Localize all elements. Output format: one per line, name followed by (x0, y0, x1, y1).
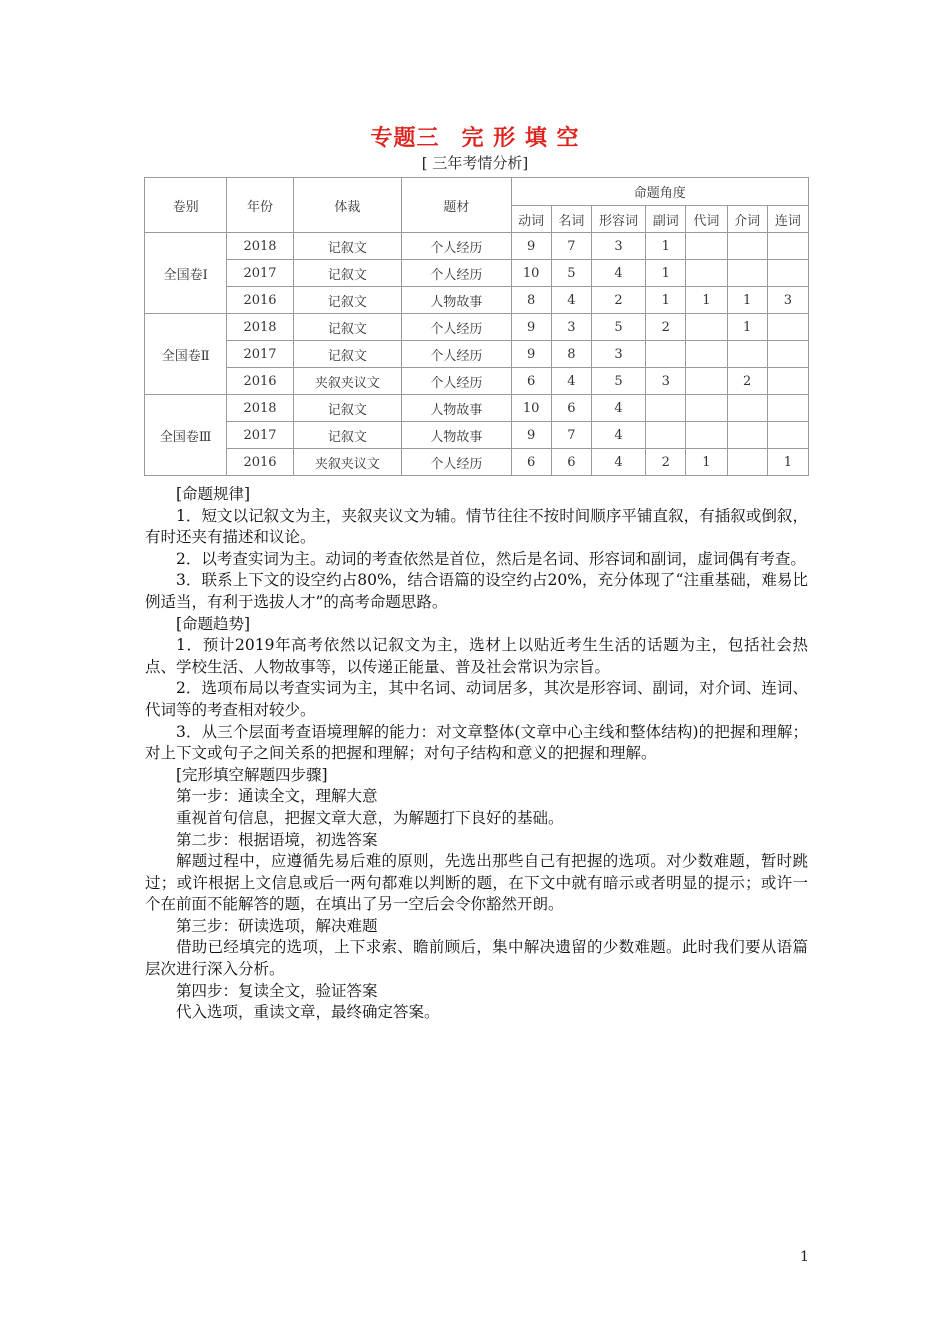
year-cell: 2017 (227, 341, 293, 368)
count-cell (727, 233, 767, 260)
header-angle-item: 代词 (686, 206, 727, 233)
paragraph: 3．联系上下文的设空约占80%，结合语篇的设空约占20%，充分体现了“注重基础，难易比例适当，有利于选拔人才”的高考命题思路。 (145, 571, 808, 611)
paragraph: 2．以考查实词为主。动词的考查依然是首位，然后是名词、形容词和副词，虚词偶有考查。 (176, 549, 806, 568)
count-cell: 2 (727, 368, 767, 395)
count-cell: 5 (591, 368, 645, 395)
genre-cell: 记叙文 (293, 233, 401, 260)
year-cell: 2018 (227, 233, 293, 260)
header-angle: 命题角度 (511, 178, 808, 206)
count-cell: 8 (551, 341, 591, 368)
count-cell: 1 (686, 449, 727, 476)
topic-cell: 个人经历 (402, 341, 511, 368)
count-cell: 10 (511, 395, 551, 422)
table-row (145, 341, 809, 368)
count-cell: 1 (646, 287, 686, 314)
paragraph: 第二步：根据语境，初选答案 (176, 830, 378, 849)
table-row (145, 449, 809, 476)
count-cell: 1 (646, 233, 686, 260)
count-cell: 10 (511, 260, 551, 287)
count-cell: 3 (591, 233, 645, 260)
count-cell: 1 (646, 260, 686, 287)
paragraph: 重视首句信息，把握文章大意，为解题打下良好的基础。 (176, 808, 564, 827)
count-cell: 6 (551, 395, 591, 422)
count-cell: 9 (511, 314, 551, 341)
count-cell (727, 260, 767, 287)
count-cell: 4 (591, 449, 645, 476)
year-cell: 2018 (227, 395, 293, 422)
paragraph: [完形填空解题四步骤] (176, 765, 328, 784)
paragraph: 第四步：复读全文，验证答案 (176, 981, 378, 1000)
group-name-cell: 全国卷Ⅲ (145, 395, 227, 476)
count-cell (767, 341, 808, 368)
count-cell (646, 422, 686, 449)
paragraph: 代入选项，重读文章，最终确定答案。 (176, 1003, 440, 1022)
count-cell: 1 (727, 314, 767, 341)
paragraph: 1．预计2019年高考依然以记叙文为主，选材上以贴近考生生活的话题为主，包括社会热点、学校生活、人物故事等，以传递正能量、普及社会常识为宗旨。 (145, 636, 808, 676)
table-row (145, 287, 809, 314)
year-cell: 2016 (227, 449, 293, 476)
count-cell: 5 (591, 314, 645, 341)
genre-cell: 记叙文 (293, 314, 401, 341)
table-row (145, 314, 809, 341)
exam-analysis-table (144, 177, 809, 476)
count-cell (727, 395, 767, 422)
table-row (145, 395, 809, 422)
table-row (145, 233, 809, 260)
header-topic: 题材 (402, 178, 511, 233)
header-angle-item: 副词 (646, 206, 686, 233)
year-cell: 2016 (227, 287, 293, 314)
count-cell: 4 (591, 422, 645, 449)
genre-cell: 记叙文 (293, 395, 401, 422)
count-cell: 6 (511, 449, 551, 476)
count-cell: 2 (646, 449, 686, 476)
year-cell: 2018 (227, 314, 293, 341)
count-cell (767, 395, 808, 422)
paragraph: 1．短文以记叙文为主，夹叙夹议文为辅。情节往往不按时间顺序平铺直叙，有插叙或倒叙，有时还夹有描述和议论。 (145, 506, 808, 547)
count-cell: 2 (591, 287, 645, 314)
topic-cell: 人物故事 (402, 422, 511, 449)
topic-cell: 人物故事 (402, 287, 511, 314)
count-cell (727, 341, 767, 368)
count-cell: 1 (686, 287, 727, 314)
group-name-cell: 全国卷Ⅰ (145, 233, 227, 314)
count-cell: 4 (551, 287, 591, 314)
year-cell: 2016 (227, 368, 293, 395)
header-juanbie: 卷别 (145, 178, 227, 233)
paragraph: 2．选项布局以考查实词为主，其中名词、动词居多，其次是形容词、副词，对介词、连词、代词等的考查相对较少。 (145, 679, 808, 719)
topic-cell: 个人经历 (402, 314, 511, 341)
count-cell: 3 (591, 341, 645, 368)
count-cell: 9 (511, 341, 551, 368)
count-cell (767, 368, 808, 395)
header-angle-item: 形容词 (591, 206, 645, 233)
count-cell (767, 314, 808, 341)
count-cell (646, 341, 686, 368)
genre-cell: 记叙文 (293, 260, 401, 287)
count-cell (686, 260, 727, 287)
genre-cell: 夹叙夹议文 (293, 449, 401, 476)
paragraph: 3．从三个层面考查语境理解的能力：对文章整体(文章中心主线和整体结构)的把握和理解；对上下文或句子之间关系的把握和理解；对句子结构和意义的把握和理解。 (145, 722, 808, 763)
count-cell: 1 (727, 287, 767, 314)
header-angle-item: 名词 (551, 206, 591, 233)
count-cell: 6 (551, 449, 591, 476)
count-cell: 7 (551, 422, 591, 449)
count-cell (686, 395, 727, 422)
group-name-cell: 全国卷Ⅱ (145, 314, 227, 395)
topic-cell: 个人经历 (402, 449, 511, 476)
paragraph: 借助已经填完的选项，上下求索、瞻前顾后，集中解决遗留的少数难题。此时我们要从语篇层次进行深入分析。 (145, 938, 808, 979)
count-cell (767, 422, 808, 449)
table-row (145, 422, 809, 449)
topic-cell: 人物故事 (402, 395, 511, 422)
paragraph: 第一步：通读全文，理解大意 (176, 787, 378, 806)
count-cell: 4 (551, 368, 591, 395)
genre-cell: 记叙文 (293, 422, 401, 449)
count-cell: 4 (591, 260, 645, 287)
paragraph: 第三步：研读选项，解决难题 (176, 916, 378, 935)
count-cell: 5 (551, 260, 591, 287)
topic-cell: 个人经历 (402, 233, 511, 260)
title-main: 专题三 (370, 126, 440, 151)
topic-cell: 个人经历 (402, 260, 511, 287)
genre-cell: 夹叙夹议文 (293, 368, 401, 395)
count-cell (686, 341, 727, 368)
body-text (145, 484, 808, 1024)
count-cell: 7 (551, 233, 591, 260)
table-row (145, 368, 809, 395)
count-cell: 3 (767, 287, 808, 314)
paragraph: [命题趋势] (176, 614, 251, 633)
count-cell (767, 260, 808, 287)
section-subtitle: [ 三年考情分析] (421, 154, 529, 172)
count-cell: 4 (591, 395, 645, 422)
count-cell (686, 368, 727, 395)
genre-cell: 记叙文 (293, 341, 401, 368)
header-angle-item: 介词 (727, 206, 767, 233)
count-cell (686, 314, 727, 341)
count-cell: 2 (646, 314, 686, 341)
year-cell: 2017 (227, 422, 293, 449)
count-cell (767, 233, 808, 260)
count-cell (646, 395, 686, 422)
count-cell (727, 422, 767, 449)
count-cell: 6 (511, 368, 551, 395)
count-cell: 1 (767, 449, 808, 476)
page-number: 1 (800, 1249, 809, 1265)
year-cell: 2017 (227, 260, 293, 287)
count-cell: 3 (551, 314, 591, 341)
count-cell (686, 422, 727, 449)
header-angle-item: 连词 (767, 206, 808, 233)
header-genre: 体裁 (293, 178, 401, 233)
genre-cell: 记叙文 (293, 287, 401, 314)
title-rest: 完 形 填 空 (461, 126, 580, 151)
header-year: 年份 (227, 178, 293, 233)
table-row (145, 260, 809, 287)
page-title (0, 121, 950, 152)
count-cell: 9 (511, 233, 551, 260)
table-body (145, 233, 809, 476)
header-angle-item: 动词 (511, 206, 551, 233)
count-cell (686, 233, 727, 260)
count-cell (727, 449, 767, 476)
topic-cell: 个人经历 (402, 368, 511, 395)
count-cell: 9 (511, 422, 551, 449)
count-cell: 3 (646, 368, 686, 395)
count-cell: 8 (511, 287, 551, 314)
paragraph: [命题规律] (176, 485, 251, 503)
paragraph: 解题过程中，应遵循先易后难的原则，先选出那些自己有把握的选项。对少数难题，暂时跳过；或许根据上文信息或后一两句都难以判断的题，在下文中就有暗示或者明显的提示；或许一个在前面不能解答的题，在填出了另一空后会令你豁然开朗。 (145, 852, 808, 914)
